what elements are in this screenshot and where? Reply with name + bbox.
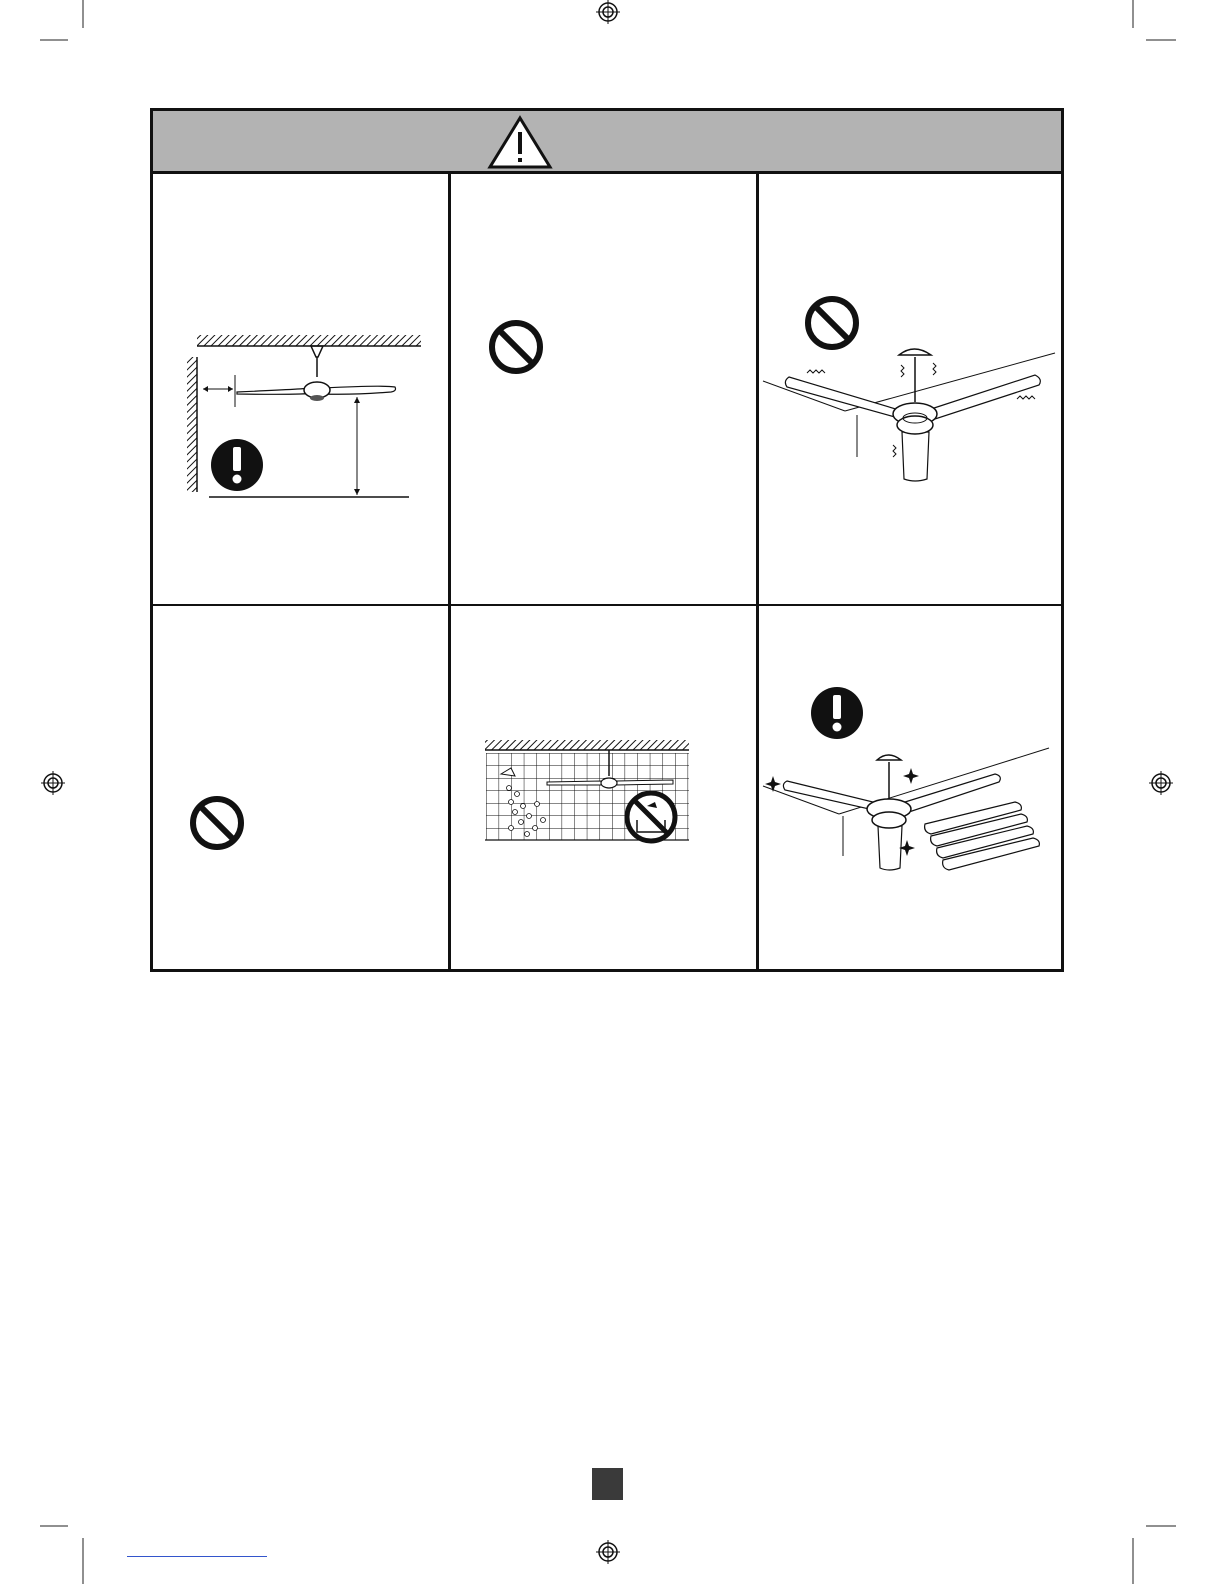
registration-mark-icon (40, 771, 66, 797)
mandatory-exclamation-icon (211, 439, 263, 491)
cell-blades (759, 606, 1061, 972)
fan-with-blades-icon (759, 606, 1061, 972)
warning-table (150, 108, 1064, 972)
warning-header (150, 108, 1064, 174)
registration-mark-icon (595, 0, 621, 26)
page-number-marker (592, 1468, 623, 1500)
fan-clearance-diagram-icon (153, 177, 448, 604)
mandatory-exclamation-icon (811, 687, 863, 739)
cell-prohibition-1 (451, 177, 756, 604)
footer-underline (127, 1556, 267, 1557)
warning-triangle-icon (487, 114, 553, 170)
prohibition-icon (481, 312, 551, 382)
cell-prohibition-2 (153, 606, 448, 972)
cell-clearance-install (153, 177, 448, 604)
registration-mark-icon (595, 1540, 621, 1566)
prohibition-icon (808, 299, 856, 347)
prohibition-icon (182, 788, 252, 858)
cell-vibration (759, 177, 1061, 604)
vibrating-fan-icon (759, 177, 1061, 604)
bathroom-fan-diagram-icon (451, 606, 756, 972)
registration-mark-icon (1148, 771, 1174, 797)
cell-bathroom (451, 606, 756, 972)
no-shower-icon (627, 793, 675, 841)
